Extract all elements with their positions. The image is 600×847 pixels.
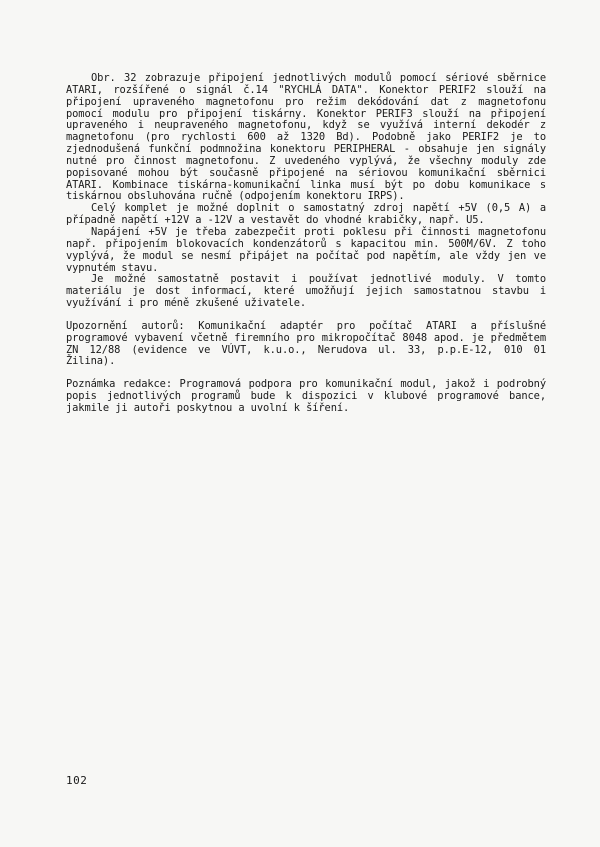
author-note: Upozornění autorů: Komunikační adaptér pro počítač ATARI a příslušné programové vybavení včetně firemního pro mikropočítač 8048 apod. je předmětem ZN 12/88 (evidence ve VÚVT, k.u.o., Nerudova ul. 33, p.p.E-12, 010 01 Žilina). xyxy=(66,319,546,368)
paragraph-intro: Obr. 32 zobrazuje připojení jednotlivých modulů pomocí sériové sběrnice ATARI, rozšířené o signál č.14 "RYCHLÁ DATA". Konektor PERIF2 slouží na připojení upraveného magnetofonu pro režim dekódování dat z magnetofonu pomocí modulu pro připojení tiskárny. Konektor PERIF3 slouží na připojení upraveného i neupraveného magnetofonu, když se využívá interní dekodér z magnetofonu (pro rychlosti 600 až 1320 Bd). Podobně jako PERIF2 je to zjednodušená funkční podmnožina konektoru PERIPHERAL - obsahuje jen signály nutné pro činnost magnetofonu. Z uvedeného vyplývá, že všechny moduly zde popisované mohou být současně připojené na sériovou komunikační sběrnici ATARI. Kombinace tiskárna-komunikační linka musí být po dobu komunikace s tiskárnou obsluhována ručně (odpojením konektoru IRPS). xyxy=(66,72,546,203)
paragraph-power-protection: Napájení +5V je třeba zabezpečit proti poklesu při činnosti magnetofonu např. připojením blokovacích kondenzátorů s kapacitou min. 500M/6V. Z toho vyplývá, že modul se nesmí připájet na počítač pod napětím, ale vždy jen ve vypnutém stavu. xyxy=(66,225,546,274)
paragraph-power-supply: Celý komplet je možné doplnit o samostatný zdroj napětí +5V (0,5 A) a případně napětí +12V a -12V a vestavět do vhodné krabičky, např. U5. xyxy=(66,202,546,227)
page-number: 102 xyxy=(66,774,88,787)
editor-note: Poznámka redakce: Programová podpora pro komunikační modul, jakož i podrobný popis jednotlivých programů bude k dispozici v klubové programové bance, jakmile ji autoři poskytnou a uvolní k šíření. xyxy=(66,378,546,414)
paragraph-modules: Je možné samostatně postavit i používat jednotlivé moduly. V tomto materiálu je dost informací, které umožňují jejich samostatnou stavbu i využívání i pro méně zkušené uživatele. xyxy=(66,273,546,310)
document-body xyxy=(66,73,546,415)
